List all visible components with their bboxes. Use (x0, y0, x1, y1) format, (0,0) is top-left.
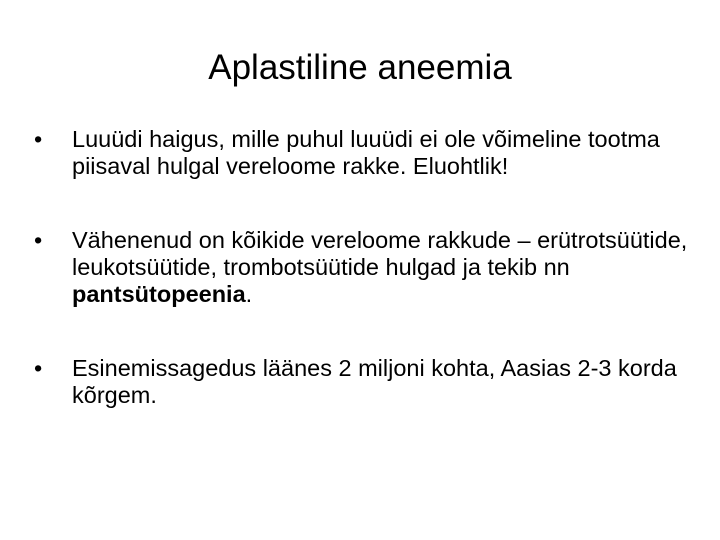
bullet-text-2-before: Vähenenud on kõikide vereloome rakkude – erütrotsüütide, leukotsüütide, trombotsüütide hulgad ja tekib nn (72, 227, 688, 280)
slide-title: Aplastiline aneemia (208, 48, 512, 87)
bullet-text-3: Esinemissagedus läänes 2 miljoni kohta, Aasias 2-3 korda kõrgem. (72, 355, 677, 408)
bullet-item-2 (34, 227, 694, 308)
bullet-list (34, 126, 694, 409)
bullet-marker: • (34, 227, 43, 253)
bullet-text-2-emphasis: pantsütopeenia (72, 281, 246, 307)
bullet-marker: • (34, 126, 43, 152)
bullet-item-1 (34, 126, 694, 180)
bullet-item-3 (34, 355, 694, 409)
bullet-marker: • (34, 355, 43, 381)
bullet-text-2-after: . (245, 281, 253, 307)
bullet-text-1: Luuüdi haigus, mille puhul luuüdi ei ole võimeline tootma piisaval hulgal vereloome rakke. Eluohtlik! (72, 126, 660, 179)
